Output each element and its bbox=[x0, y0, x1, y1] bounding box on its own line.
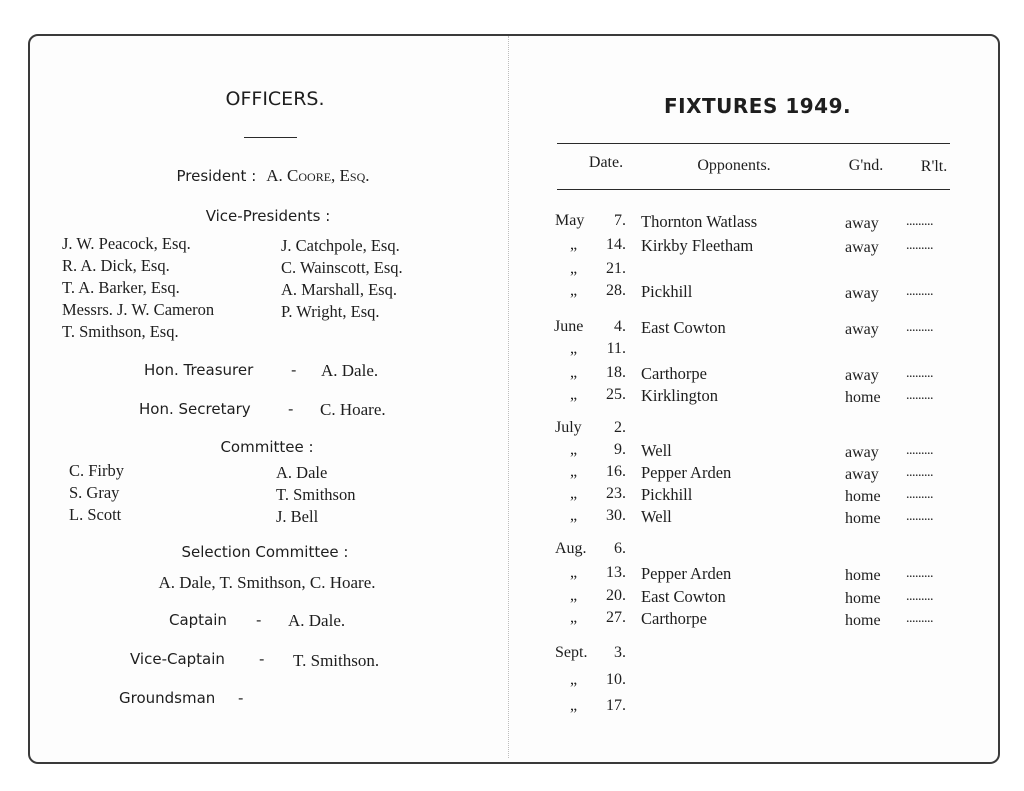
fixture-ditto: „ bbox=[570, 564, 578, 581]
fixture-ditto: „ bbox=[570, 463, 578, 480]
fixture-ground: away bbox=[845, 444, 879, 461]
fixture-ground: away bbox=[845, 215, 879, 232]
fixture-day: 21. bbox=[606, 260, 626, 277]
fixture-opponent: East Cowton bbox=[641, 318, 726, 337]
fixture-ground: away bbox=[845, 321, 879, 338]
treasurer-name: A. Dale. bbox=[321, 361, 379, 380]
fixture-opponent: Kirklington bbox=[641, 386, 718, 405]
committee-member: S. Gray bbox=[69, 483, 120, 502]
header-ground: G'nd. bbox=[848, 157, 884, 174]
president-line bbox=[176, 166, 369, 186]
header-opponents: Opponents. bbox=[697, 157, 771, 174]
fixtures-title: FIXTURES 1949. bbox=[664, 94, 852, 118]
secretary-dash: - bbox=[288, 400, 294, 418]
fixture-result: ......... bbox=[906, 509, 933, 524]
fixture-ditto: „ bbox=[570, 587, 578, 604]
vice-president: T. A. Barker, Esq. bbox=[62, 278, 180, 297]
secretary-name: C. Hoare. bbox=[320, 400, 386, 419]
fixture-opponent: Well bbox=[641, 441, 672, 460]
selection-names: A. Dale, T. Smithson, C. Hoare. bbox=[158, 573, 376, 592]
committee-member: J. Bell bbox=[276, 507, 319, 526]
fixture-day: 13. bbox=[606, 564, 626, 581]
fixture-opponent: Kirkby Fleetham bbox=[641, 236, 754, 255]
committee-member: A. Dale bbox=[276, 463, 328, 482]
fixture-day: 17. bbox=[606, 697, 626, 714]
groundsman-dash: - bbox=[238, 689, 244, 707]
fixture-opponent: Carthorpe bbox=[641, 364, 707, 383]
fixture-day: 20. bbox=[606, 587, 626, 604]
fixture-ditto: „ bbox=[570, 386, 578, 403]
committee-right bbox=[276, 462, 355, 528]
fixture-result: ......... bbox=[906, 388, 933, 403]
vice-president: C. Wainscott, Esq. bbox=[281, 258, 403, 277]
header-result: R'lt. bbox=[920, 158, 948, 175]
fixture-ground: home bbox=[845, 510, 881, 527]
fixture-day: 2. bbox=[614, 419, 626, 436]
fixture-opponent: Thornton Watlass bbox=[641, 212, 758, 231]
vice-president: P. Wright, Esq. bbox=[281, 302, 380, 321]
vice-president: J. W. Peacock, Esq. bbox=[62, 234, 191, 253]
president-label: President : bbox=[176, 167, 257, 185]
fixture-result: ......... bbox=[906, 611, 933, 626]
fixture-result: ......... bbox=[906, 589, 933, 604]
fixture-ditto: „ bbox=[570, 697, 578, 714]
fixture-result: ......... bbox=[906, 465, 933, 480]
fixture-ditto: „ bbox=[570, 441, 578, 458]
captain-name: A. Dale. bbox=[288, 611, 346, 630]
fixture-opponent: East Cowton bbox=[641, 587, 726, 606]
vice-presidents-heading: Vice-Presidents : bbox=[205, 207, 331, 225]
vice-president: R. A. Dick, Esq. bbox=[62, 256, 170, 275]
fixtures-header-rule bbox=[557, 189, 950, 190]
fixture-result: ......... bbox=[906, 366, 933, 381]
fixture-ditto: „ bbox=[570, 671, 578, 688]
fixture-ditto: „ bbox=[570, 485, 578, 502]
fixture-day: 9. bbox=[614, 441, 626, 458]
fixture-day: 4. bbox=[614, 318, 626, 335]
fixture-opponent: Pickhill bbox=[641, 282, 693, 301]
groundsman-label: Groundsman bbox=[119, 689, 216, 707]
committee-heading: Committee : bbox=[220, 438, 314, 456]
fixture-result: ......... bbox=[906, 566, 933, 581]
fixture-opponent: Pickhill bbox=[641, 485, 693, 504]
vice-presidents-right bbox=[281, 235, 403, 323]
vice-captain-label: Vice-Captain bbox=[130, 650, 225, 668]
captain-label: Captain bbox=[169, 611, 227, 629]
fixture-ground: away bbox=[845, 239, 879, 256]
treasurer-dash: - bbox=[291, 361, 297, 379]
fixture-day: 30. bbox=[606, 507, 626, 524]
president-name: A. Coore, Esq. bbox=[266, 166, 370, 185]
fixture-ditto: „ bbox=[570, 340, 578, 357]
vice-president: A. Marshall, Esq. bbox=[281, 280, 397, 299]
vice-president: J. Catchpole, Esq. bbox=[281, 236, 400, 255]
vice-captain-dash: - bbox=[259, 650, 265, 668]
fixture-month: May bbox=[555, 212, 585, 229]
fixture-ground: home bbox=[845, 612, 881, 629]
vice-president: Messrs. J. W. Cameron bbox=[62, 300, 215, 319]
fixture-month: Aug. bbox=[555, 540, 587, 557]
fixture-ground: home bbox=[845, 590, 881, 607]
fixture-ground: home bbox=[845, 389, 881, 406]
fixture-result: ......... bbox=[906, 487, 933, 502]
fixture-day: 23. bbox=[606, 485, 626, 502]
committee-left bbox=[69, 460, 124, 526]
fixture-ditto: „ bbox=[570, 609, 578, 626]
fixture-day: 11. bbox=[606, 340, 626, 357]
fixture-ditto: „ bbox=[570, 260, 578, 277]
fixture-result: ......... bbox=[906, 284, 933, 299]
fixture-result: ......... bbox=[906, 320, 933, 335]
fixture-day: 18. bbox=[606, 364, 626, 381]
header-date: Date. bbox=[588, 154, 624, 171]
fixture-day: 14. bbox=[606, 236, 626, 253]
fixture-day: 6. bbox=[614, 540, 626, 557]
fixture-result: ......... bbox=[906, 214, 933, 229]
fixture-month: July bbox=[555, 419, 582, 436]
fixture-opponent: Pepper Arden bbox=[641, 564, 732, 583]
fixture-opponent: Carthorpe bbox=[641, 609, 707, 628]
fixture-day: 16. bbox=[606, 463, 626, 480]
fixture-ditto: „ bbox=[570, 364, 578, 381]
fixture-ground: home bbox=[845, 488, 881, 505]
fixture-result: ......... bbox=[906, 443, 933, 458]
fixture-month: Sept. bbox=[555, 644, 588, 661]
secretary-label: Hon. Secretary bbox=[139, 400, 251, 418]
captain-dash: - bbox=[256, 611, 262, 629]
fixture-month: June bbox=[554, 318, 584, 335]
selection-heading: Selection Committee : bbox=[181, 543, 349, 561]
fixture-day: 27. bbox=[606, 609, 626, 626]
fixture-day: 28. bbox=[606, 282, 626, 299]
committee-member: L. Scott bbox=[69, 505, 122, 524]
fixture-ground: away bbox=[845, 466, 879, 483]
fixture-result: ......... bbox=[906, 238, 933, 253]
fixture-ditto: „ bbox=[570, 507, 578, 524]
fixture-opponent: Well bbox=[641, 507, 672, 526]
fixture-day: 3. bbox=[614, 644, 626, 661]
fixture-ditto: „ bbox=[570, 282, 578, 299]
committee-member: C. Firby bbox=[69, 461, 125, 480]
officers-title: OFFICERS. bbox=[225, 88, 325, 110]
vice-presidents-left bbox=[62, 233, 214, 343]
treasurer-label: Hon. Treasurer bbox=[144, 361, 254, 379]
fixture-ditto: „ bbox=[570, 236, 578, 253]
fixture-day: 10. bbox=[606, 671, 626, 688]
vice-captain-name: T. Smithson. bbox=[293, 651, 380, 670]
fixture-day: 25. bbox=[606, 386, 626, 403]
fixture-opponent: Pepper Arden bbox=[641, 463, 732, 482]
fixture-day: 7. bbox=[614, 212, 626, 229]
fixture-ground: away bbox=[845, 367, 879, 384]
center-fold bbox=[508, 36, 509, 758]
fixture-ground: home bbox=[845, 567, 881, 584]
committee-member: T. Smithson bbox=[276, 485, 356, 504]
officers-title-rule bbox=[244, 137, 297, 138]
vice-president: T. Smithson, Esq. bbox=[62, 322, 179, 341]
fixtures-top-rule bbox=[557, 143, 950, 144]
fixture-ground: away bbox=[845, 285, 879, 302]
